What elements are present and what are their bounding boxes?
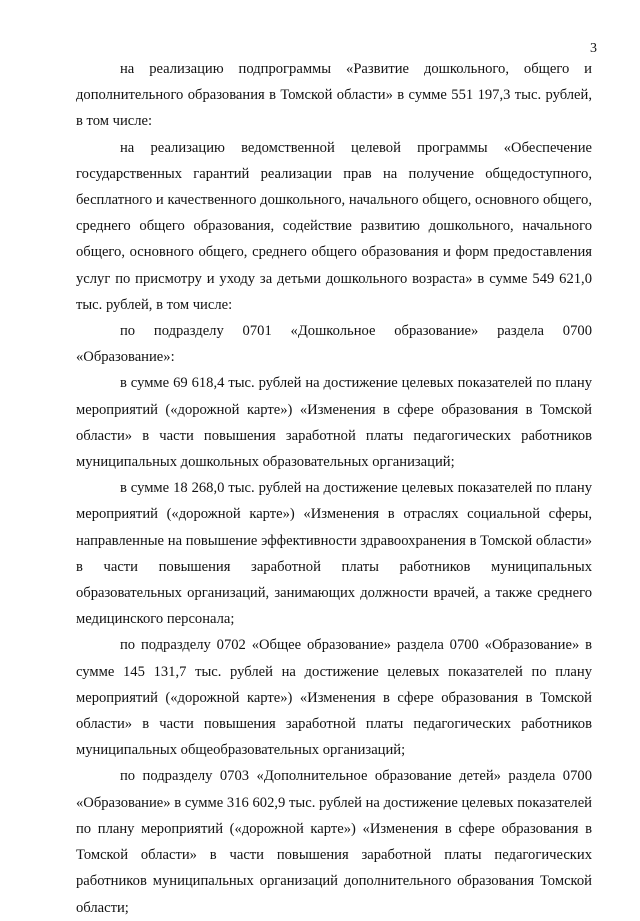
paragraph: по подразделу 0701 «Дошкольное образование» раздела 0700 «Образование»: [76,323,592,366]
paragraph: на реализацию ведомственной целевой программы «Обеспечение государственных гарантий реализации прав на получение общедоступного, бесплатного и качественного дошкольного, начального общего, основного общего, среднего общего образования, содействие развитию дошкольного, начального общего, основного общего, среднего общего образования и форм предоставления услуг по присмотру и уходу за детьми дошкольного возраста» в сумме 549 621,0 тыс. рублей, в том числе: [76,139,592,313]
paragraph: в сумме 69 618,4 тыс. рублей на достижение целевых показателей по плану мероприятий («дорожной карте») «Изменения в сфере образования в Томской области» в части повышения заработной платы педагогических работников муниципальных дошкольных образовательных организаций; [76,375,592,471]
paragraph: по подразделу 0703 «Дополнительное образование детей» раздела 0700 «Образование» в сумме 316 602,9 тыс. рублей на достижение целевых показателей по плану мероприятий («дорожной карте») «Изменения в сфере образования в Томской области» в части повышения заработной платы педагогических работников муниципальных организаций дополнительного образования Томской области; [76,768,592,916]
document-body [76,56,592,921]
paragraph: в сумме 18 268,0 тыс. рублей на достижение целевых показателей по плану мероприятий («дорожной карте») «Изменения в отраслях социальной сферы, направленные на повышение эффективности здравоохранения в Томской области» в части повышения заработной платы работников муниципальных образовательных организаций, занимающих должности врачей, а также среднего медицинского персонала; [76,480,592,628]
paragraph: на реализацию подпрограммы «Развитие дошкольного, общего и дополнительного образования в Томской области» в сумме 551 197,3 тыс. рублей, в том числе: [76,61,592,130]
paragraph: по подразделу 0702 «Общее образование» раздела 0700 «Образование» в сумме 145 131,7 тыс. рублей на достижение целевых показателей по плану мероприятий («дорожной карте») «Изменения в сфере образования в Томской области» в части повышения заработной платы педагогических работников муниципальных общеобразовательных организаций; [76,637,592,759]
page-number: 3 [590,41,597,56]
